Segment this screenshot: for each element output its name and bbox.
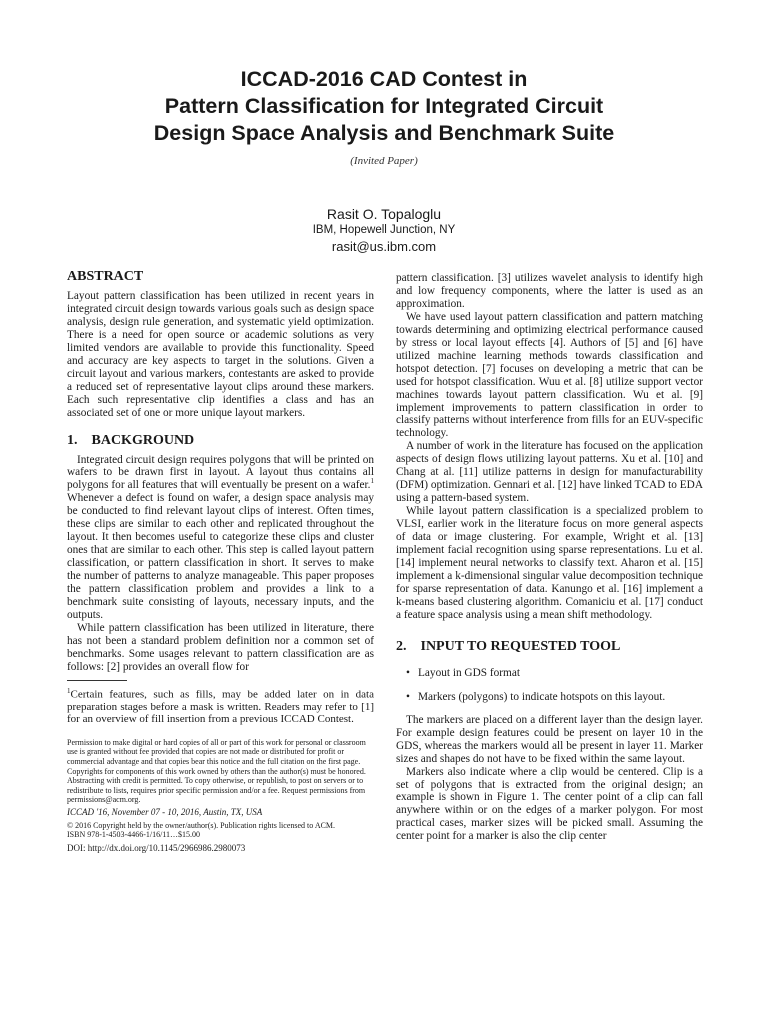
list-item: [406, 666, 703, 680]
list-item-text: Layout in GDS format: [418, 666, 520, 679]
left-column: [67, 268, 374, 853]
bullet-icon: •: [406, 666, 410, 679]
doi-line: [67, 844, 374, 854]
paragraph-text: Integrated circuit design requires polygons that will be printed on wafers to be drawn first in layout. A layout thus contains all polygons for all features that will eventually be present on a wafer.: [67, 453, 374, 492]
section-number: 2.: [396, 638, 407, 654]
background-paragraph-1: [67, 454, 374, 622]
paragraph-text: Whenever a defect is found on wafer, a design space analysis may be conducted to find relevant layout clips of interest. Often times, these clips are similar to each other and replicated throughout the layout. It then becomes useful to categorize these clips and cluster ones that are similar to each other. This step is called layout pattern classification, or pattern classification in short. It serves to make the number of patterns to analyze manageable. This paper proposes the pattern classification problem and provides a link to a benchmark suite consisting of layouts, necessary inputs, and the outputs.: [67, 492, 374, 621]
input-bullet-list: [396, 666, 703, 704]
background-heading: [67, 432, 374, 450]
title-line-3: Design Space Analysis and Benchmark Suite: [153, 121, 615, 145]
input-section-heading: [396, 638, 703, 656]
right-column: [396, 272, 703, 843]
paper-title: [0, 66, 768, 147]
abstract-heading: ABSTRACT: [67, 269, 144, 284]
title-line-2: Pattern Classification for Integrated Circuit: [164, 94, 604, 118]
related-work-paragraph-1: We have used layout pattern classification and pattern matching towards determining and optimizing electrical performance caused by stress or local layout effects [4]. Authors of [5] and [6] have utilized machine learning methods towards classification and hotspot detection. [7] focuses on developing a metric that can be used for hotspot classification. Wuu et al. [8] utilize support vector machines towards layout pattern classification. Wu et al. [9] implement improvements to pattern classification in order to classify patterns without interference from fills for an EUV-specific technology.: [396, 310, 703, 440]
markers-paragraph: The markers are placed on a different layer than the design layer. For example design features could be present on layer 10 in the GDS, whereas the markers would all be present in layer 11. Marker sizes and shapes do not have to be fixed within the same layout.: [396, 713, 703, 765]
paper-subtitle: (Invited Paper): [350, 155, 418, 167]
list-item-text: Markers (polygons) to indicate hotspots on this layout.: [418, 690, 666, 703]
footnote-marker: 1: [67, 686, 71, 695]
author-block: [0, 205, 768, 255]
footnote-text: Certain features, such as fills, may be added later on in data preparation stages before a mask is written. Readers may refer to [1] for an overview of fill insertion from a previous ICCAD Contest.: [67, 688, 374, 726]
section-title: INPUT TO REQUESTED TOOL: [420, 638, 621, 654]
footnote: [67, 685, 374, 726]
conference-line: ICCAD '16, November 07 - 10, 2016, Austin, TX, USA: [67, 807, 263, 818]
related-work-paragraph-3: While layout pattern classification is a specialized problem to VLSI, earlier work in the literature focus on more general aspects of data or image clustering. For example, Wright et al. [13] implement facial recognition using sparse representations. Lu et al. [14] implement neural networks to classify text. Aharon et al. [15] implement a k-dimensional singular value decomposition technique for sparse representation of data. Kanungo et al. [16] implement a k-means based clustering algorithm. Comaniciu et al. [17] conduct a feature space analysis using a mean shift methodology.: [396, 505, 703, 621]
footnote-divider: [67, 680, 127, 681]
permission-text: Permission to make digital or hard copies of all or part of this work for personal or classroom use is granted without fee provided that copies are not made or distributed for profit or commercial advantage and that copies bear this notice and the full citation on the first page. Copyrights for components of this work owned by others than the author(s) must be honored. Abstracting with credit is permitted. To copy otherwise, or republish, to post on servers or to redistribute to lists, requires prior specific permission and/or a fee. Request permissions from permissions@acm.org.: [67, 737, 366, 805]
permission-block: [67, 738, 374, 854]
author-affiliation: IBM, Hopewell Junction, NY: [312, 224, 456, 236]
section-number: 1.: [67, 432, 78, 448]
doi-label: DOI:: [67, 842, 86, 853]
continued-paragraph: pattern classification. [3] utilizes wavelet analysis to identify high and low frequency components, where the latter is used as an approximation.: [396, 272, 703, 310]
clip-paragraph: Markers also indicate where a clip would be centered. Clip is a set of polygons that is extracted from the original design; an example is shown in Figure 1. The center point of a clip can fall anywhere within or on the edges of a marker polygon. For most practical cases, marker sizes will be picked small. Assuming the center point for a marker is also the clip center: [396, 765, 703, 843]
footnote-reference[interactable]: 1: [370, 477, 374, 486]
author-name: Rasit O. Topaloglu: [326, 206, 442, 222]
list-item: [406, 690, 703, 704]
doi-link[interactable]: http://dx.doi.org/10.1145/2966986.2980073: [87, 842, 246, 853]
title-line-1: ICCAD-2016 CAD Contest in: [240, 67, 528, 91]
copyright-line: © 2016 Copyright held by the owner/author(s). Publication rights licensed to ACM.: [67, 820, 336, 830]
background-paragraph-2: While pattern classification has been utilized in literature, there has not been a standard problem definition nor a common set of benchmarks. Some usages relevant to pattern classification are as follows: [2] provides an overall flow for: [67, 621, 374, 673]
section-title: BACKGROUND: [91, 432, 195, 448]
related-work-paragraph-2: A number of work in the literature has focused on the application aspects of design flows utilizing layout patterns. Xu et al. [10] and Chang at al. [11] utilize patterns in design for manufacturability (DFM) optimization. Gennari et al. [12] have linked TCAD to EDA using a pattern-based system.: [396, 440, 703, 505]
author-email: rasit@us.ibm.com: [331, 239, 437, 254]
bullet-icon: •: [406, 690, 410, 703]
isbn-line: ISBN 978-1-4503-4466-1/16/11…$15.00: [67, 830, 201, 840]
abstract-text: Layout pattern classification has been utilized in recent years in integrated circuit design towards various goals such as design space analysis, design rule generation, and systematic yield optimization. There is a need for open source or academic solutions as very limited vendors are available to provide this functionality. Speed and accuracy are key aspects to target in the solutions. Given a circuit layout and various markers, contestants are asked to provide a reduced set of representative layout clips around these markers. Each such representative clip identifies a class and has an associated set of one or more unique layout markers.: [67, 290, 374, 419]
